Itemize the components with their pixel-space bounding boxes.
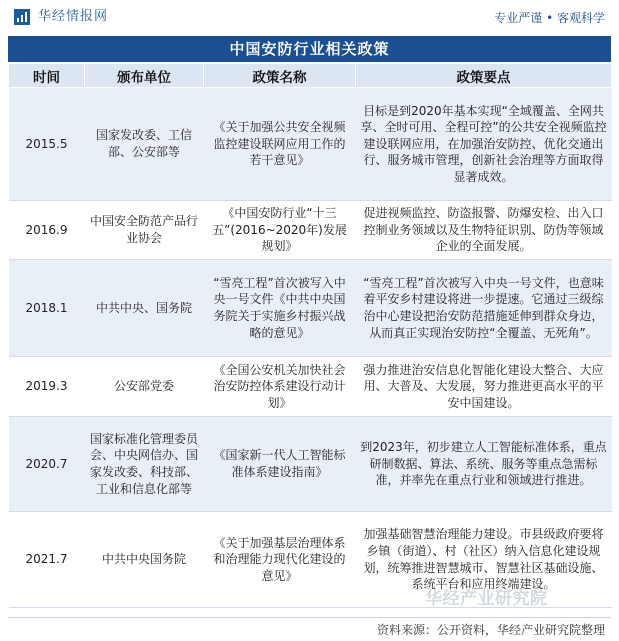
cell-date: 2019.3 xyxy=(9,357,85,417)
cell-policy-name: 《关于加强基层治理体系和治理能力现代化建设的意见》 xyxy=(204,512,356,608)
cell-policy-name: “雪亮工程”首次被写入中央一号文件《中共中央国务院关于实施乡村振兴战略的意见》 xyxy=(204,260,356,357)
column-header-date: 时间 xyxy=(9,64,85,88)
cell-policy-points: 促进视频监控、防盗报警、防爆安检、出入口控制业务领域以及生物特征识别、防伪等领域企业的全面发展。 xyxy=(356,201,612,260)
brand-logo[interactable] xyxy=(14,9,108,25)
cell-unit: 中共中央国务院 xyxy=(85,512,204,608)
cell-unit: 公安部党委 xyxy=(85,357,204,417)
table-row xyxy=(9,88,612,201)
table-row xyxy=(9,357,612,417)
column-header-points: 政策要点 xyxy=(356,64,612,88)
cell-unit: 中共中央、国务院 xyxy=(85,260,204,357)
header-slogan: 专业严谨 • 客观科学 xyxy=(494,11,605,25)
cell-unit: 国家发改委、工信部、公安部等 xyxy=(85,88,204,201)
cell-policy-points: 目标是到2020年基本实现“全域覆盖、全网共享、全时可用、全程可控”的公共安全视频监控建设联网应用，在加强治安防控、优化交通出行、服务城市管理，创新社会治理等方面取得显著成效。 xyxy=(356,88,612,201)
source-footer: 资料来源：公开资料，华经产业研究院整理 xyxy=(8,617,611,641)
cell-policy-name: 《全国公安机关加快社会治安防控体系建设行动计划》 xyxy=(204,357,356,417)
cell-date: 2015.5 xyxy=(9,88,85,201)
watermark: 华经产业研究院 xyxy=(425,589,548,609)
column-header-name: 政策名称 xyxy=(204,64,356,88)
header-bar xyxy=(0,0,619,36)
brand-logo-icon xyxy=(14,9,30,25)
brand-name: 华经情报网 xyxy=(38,9,109,24)
cell-date: 2018.1 xyxy=(9,260,85,357)
column-header-unit: 颁布单位 xyxy=(85,64,204,88)
cell-unit: 国家标准化管理委员会、中央网信办、国家发改委、科技部、工业和信息化部等 xyxy=(85,417,204,512)
table-header-row xyxy=(9,64,612,88)
table-row xyxy=(9,417,612,512)
table-row xyxy=(9,201,612,260)
table-row xyxy=(9,260,612,357)
cell-date: 2021.7 xyxy=(9,512,85,608)
table-row xyxy=(9,512,612,608)
cell-date: 2020.7 xyxy=(9,417,85,512)
cell-policy-name: 《国家新一代人工智能标准体系建设指南》 xyxy=(204,417,356,512)
cell-policy-name: 《中国安防行业“十三五”(2016~2020年)发展规划》 xyxy=(204,201,356,260)
policy-table xyxy=(8,63,612,608)
cell-policy-name: 《关于加强公共安全视频监控建设联网应用工作的若干意见》 xyxy=(204,88,356,201)
cell-policy-points: 强力推进治安信息化智能化建设大整合、大应用、大普及、大发展，努力推进更高水平的平安中国建设。 xyxy=(356,357,612,417)
cell-policy-points: 加强基础智慧治理能力建设。市县级政府要将乡镇（街道）、村（社区）纳入信息化建设规划，统筹推进智慧城市、智慧社区基础设施、系统平台和应用终端建设。 xyxy=(356,512,612,608)
cell-policy-points: 到2023年，初步建立人工智能标准体系，重点研制数据、算法、系统、服务等重点急需标准，并率先在重点行业和领域进行推进。 xyxy=(356,417,612,512)
page-title: 中国安防行业相关政策 xyxy=(8,36,611,62)
cell-unit: 中国安全防范产品行业协会 xyxy=(85,201,204,260)
cell-date: 2016.9 xyxy=(9,201,85,260)
cell-policy-points: “雪亮工程”首次被写入中央一号文件，也意味着平安乡村建设将进一步提速。它通过三级综治中心建设把治安防范措施延伸到群众身边，从而真正实现治安防控“全覆盖、无死角”。 xyxy=(356,260,612,357)
